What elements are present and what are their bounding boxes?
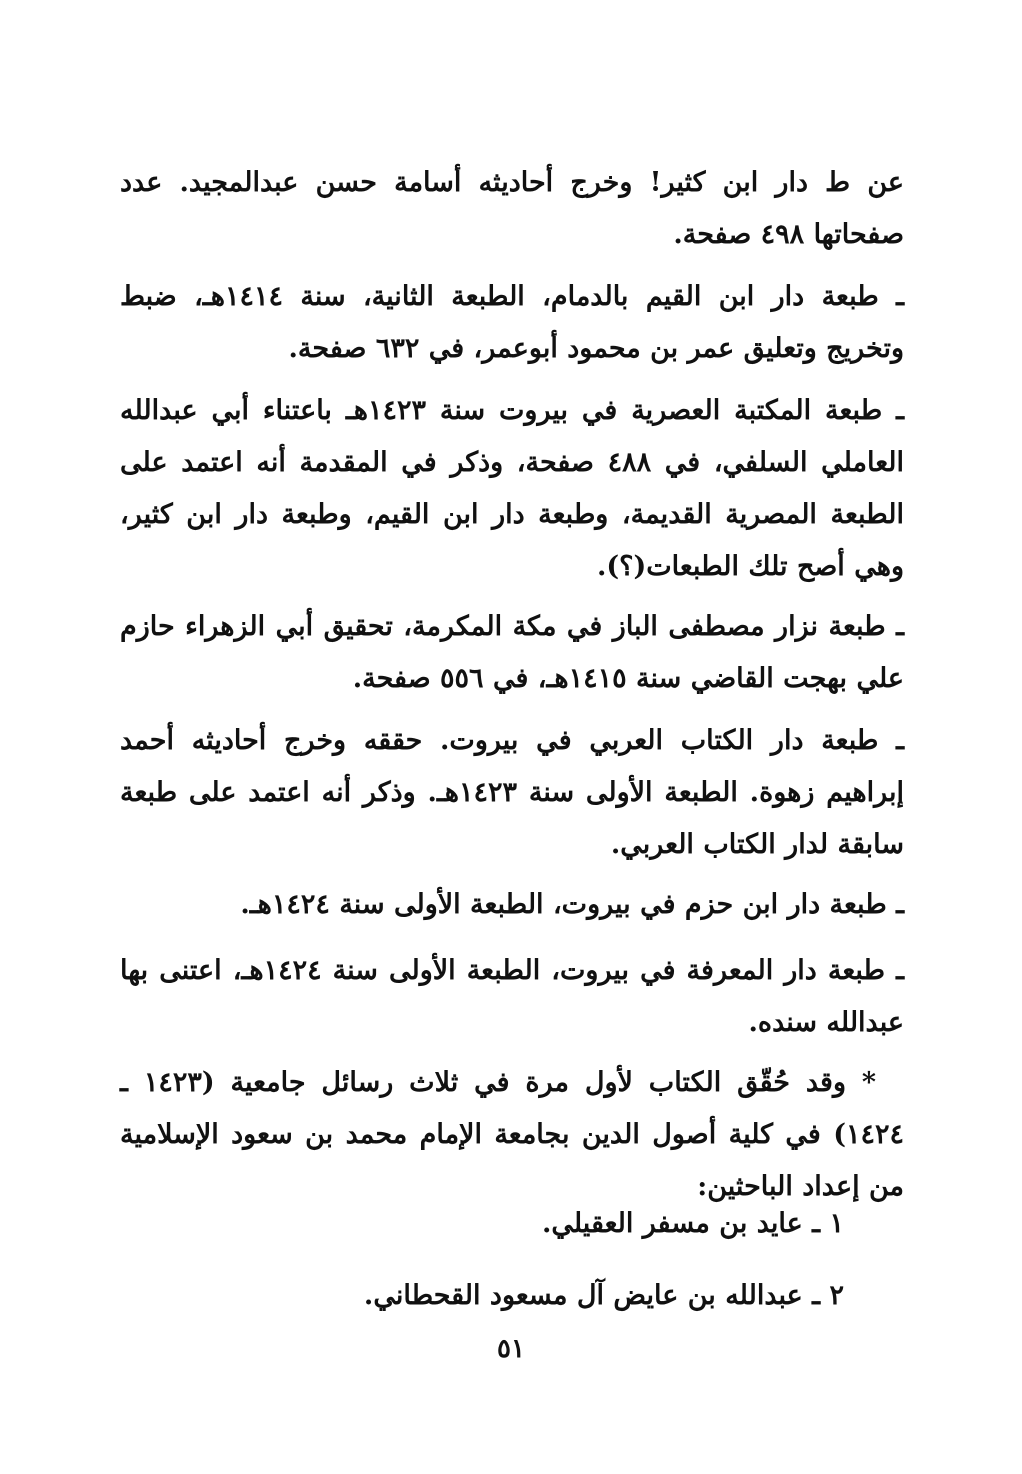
researchers-list [120, 1196, 904, 1340]
list-item: ١ ـ عايد بن مسفر العقيلي. [541, 1208, 844, 1239]
continuation-paragraph: عن ط دار ابن كثير! وخرج أحاديثه أسامة حسن عبدالمجيد. عدد صفحاتها ٤٩٨ صفحة. [120, 167, 904, 250]
edition-entry-ibn-hazm: ـ طبعة دار ابن حزم في بيروت، الطبعة الأولى سنة ١٤٢٤هـ. [240, 889, 904, 920]
edition-entry-ibn-al-qayyim: ـ طبعة دار ابن القيم بالدمام، الطبعة الثانية، سنة ١٤١٤هـ، ضبط وتخريج وتعليق عمر بن محمود أبوعمر، في ٦٣٢ صفحة. [120, 281, 904, 364]
edition-entry-asriya: ـ طبعة المكتبة العصرية في بيروت سنة ١٤٢٣هـ باعتناء أبي عبدالله العاملي السلفي، في ٤٨٨ صفحة، وذكر في المقدمة أنه اعتمد على الطبعة المصرية القديمة، وطبعة دار ابن القيم، وطبعة دار ابن كثير، وهي أصح تلك الطبعات(؟). [120, 395, 904, 582]
edition-entry-kitab-arabi: ـ طبعة دار الكتاب العربي في بيروت. حققه وخرج أحاديثه أحمد إبراهيم زهوة. الطبعة الأولى سنة ١٤٢٣هـ. وذكر أنه اعتمد على طبعة سابقة لدار الكتاب العربي. [120, 725, 904, 860]
edition-entry-nizar-al-baz: ـ طبعة نزار مصطفى الباز في مكة المكرمة، تحقيق أبي الزهراء حازم علي بهجت القاضي سنة ١٤١٥هـ، في ٥٥٦ صفحة. [120, 611, 904, 694]
theses-note-paragraph: * وقد حُقّق الكتاب لأول مرة في ثلاث رسائل جامعية (١٤٢٣ ـ ١٤٢٤) في كلية أصول الدين بجامعة الإمام محمد بن سعود الإسلامية من إعداد الباحثين: [120, 1067, 904, 1202]
list-item: ٢ ـ عبدالله بن عايض آل مسعود القحطاني. [363, 1280, 844, 1311]
page-number: ٥١ [497, 1334, 525, 1364]
edition-entry-marifa: ـ طبعة دار المعرفة في بيروت، الطبعة الأولى سنة ١٤٢٤هـ، اعتنى بها عبدالله سنده. [120, 955, 905, 1038]
